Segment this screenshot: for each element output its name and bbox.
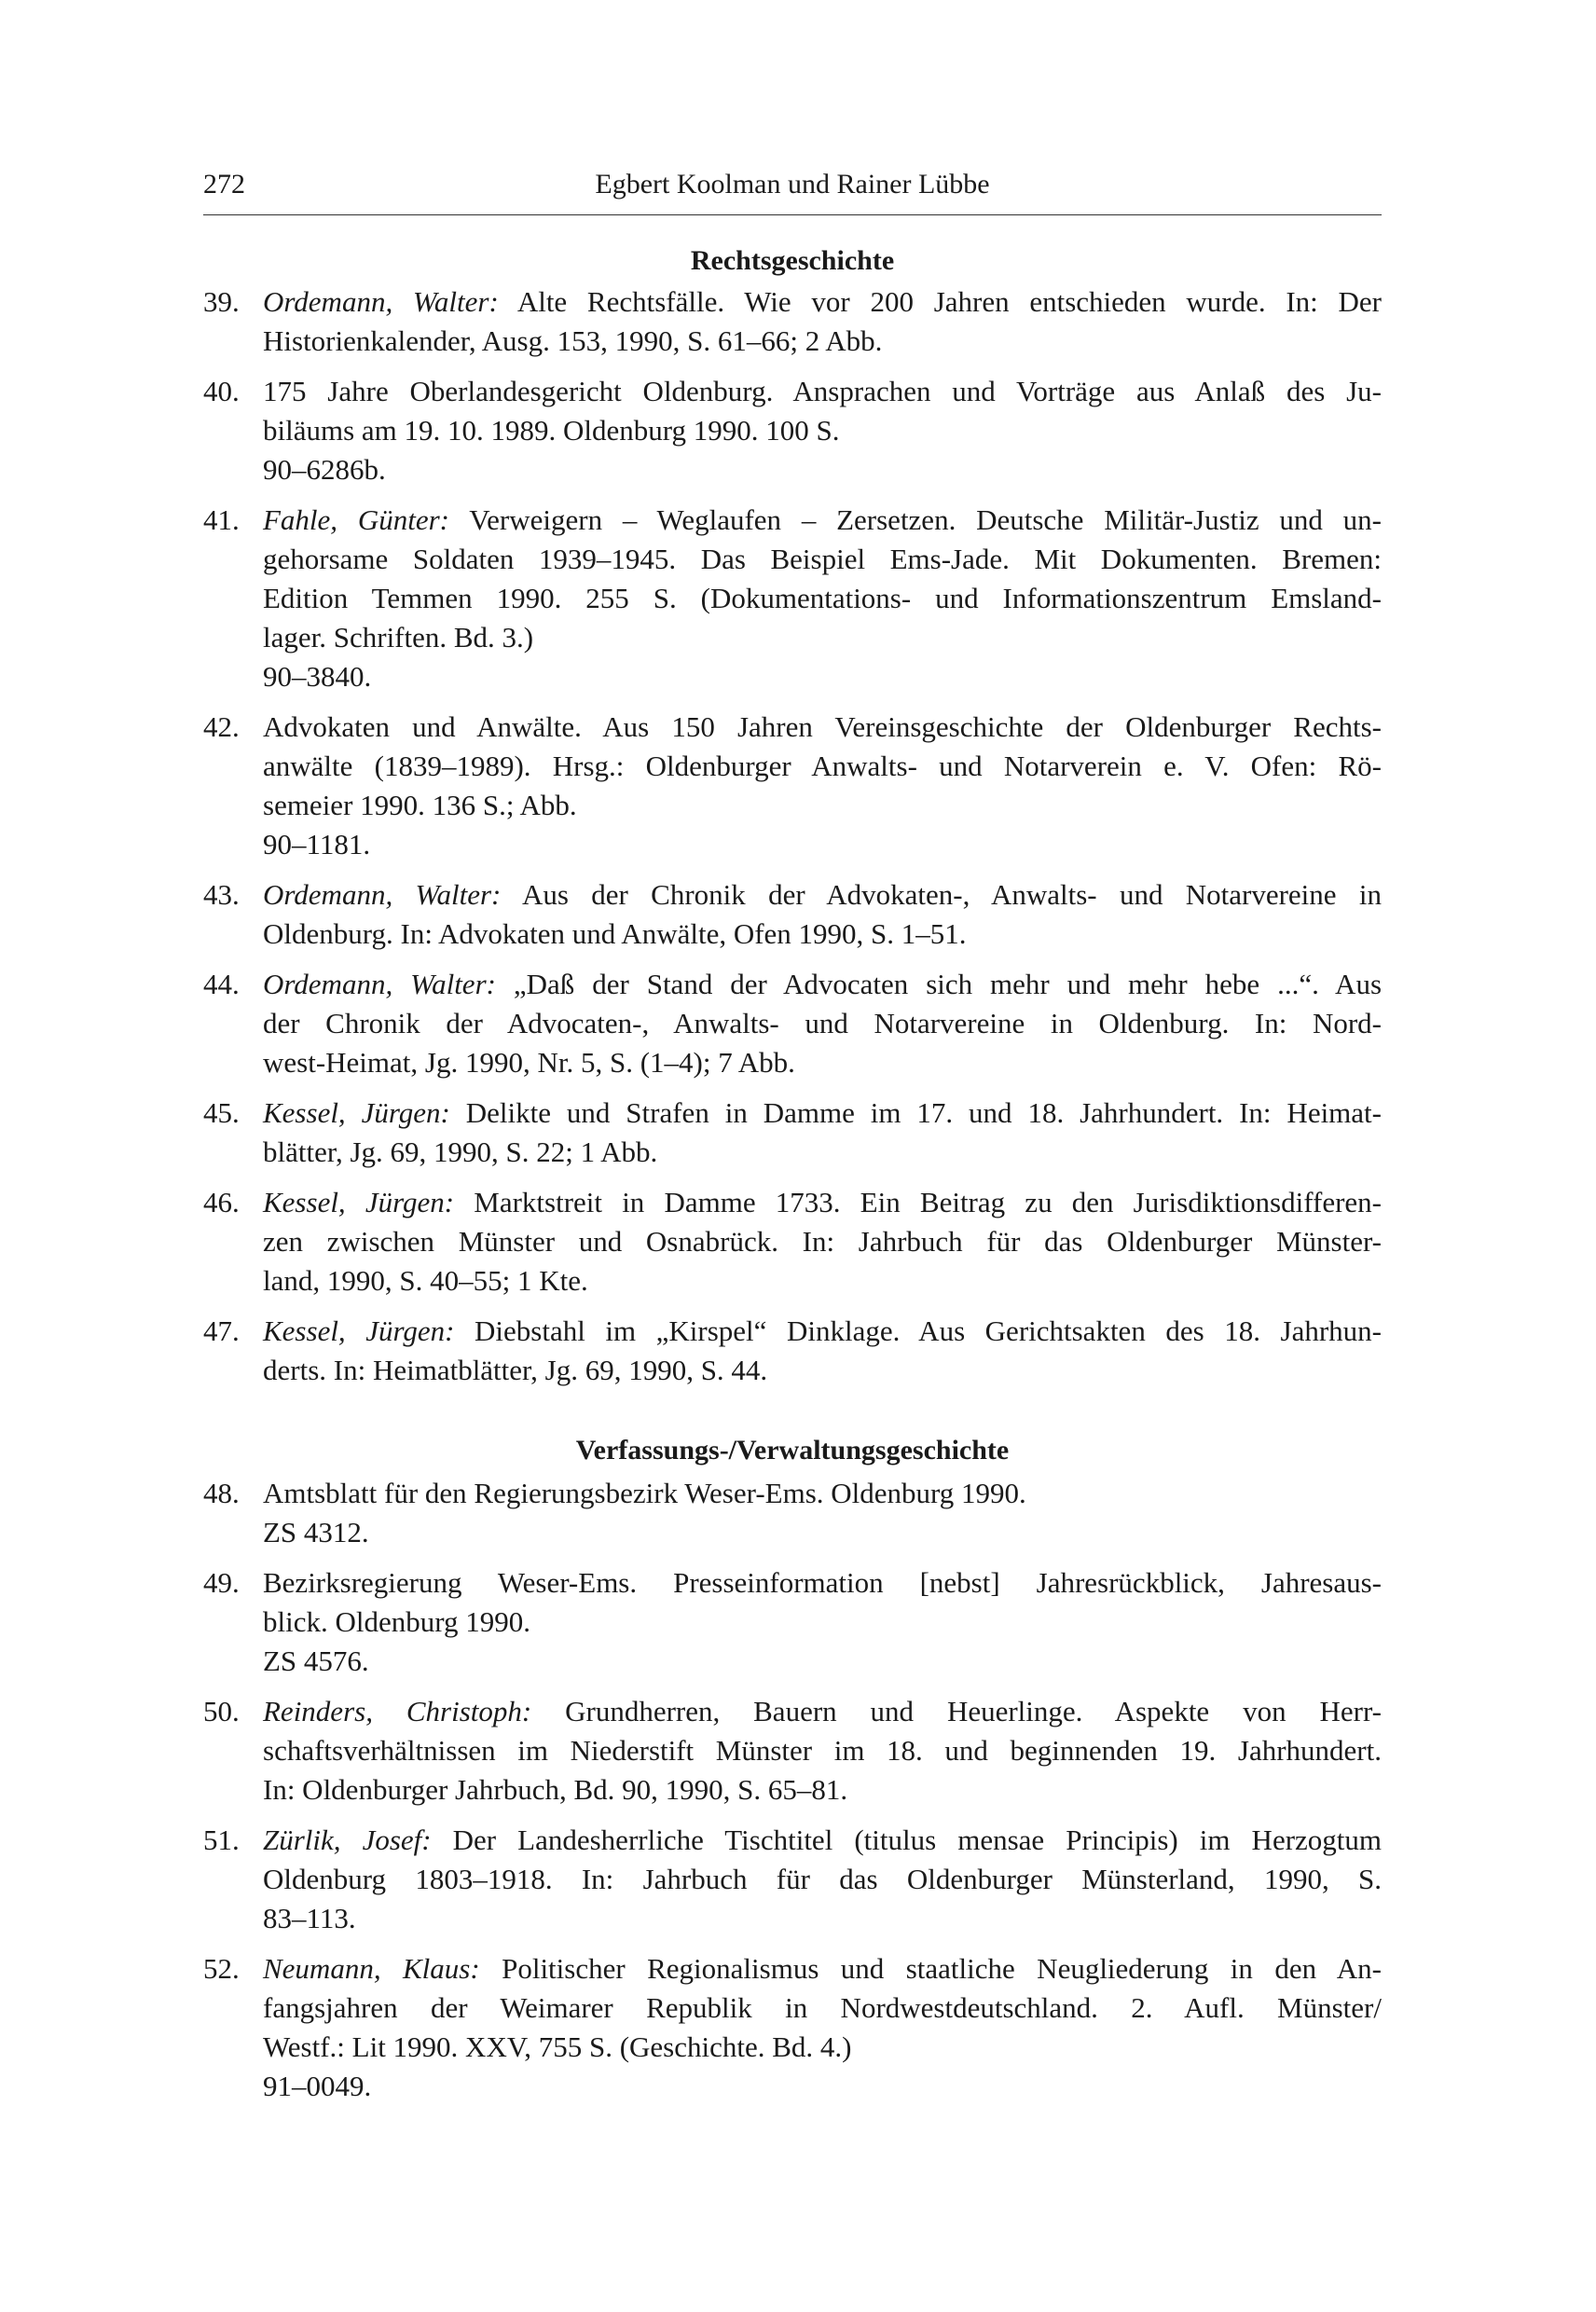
entry-author: Neumann, Klaus: bbox=[263, 1952, 480, 1985]
entry-line bbox=[263, 1043, 1382, 1082]
entry-line bbox=[263, 747, 1382, 786]
entry-text: Diebstahl im „Kirspel“ Dinklage. Aus Gerichtsakten des 18. Jahrhun- bbox=[475, 1314, 1382, 1347]
entry-line bbox=[263, 1094, 1382, 1133]
entry-line bbox=[263, 708, 1382, 747]
shelf-mark: 91–0049. bbox=[263, 2070, 372, 2102]
entry-text: Advokaten und Anwälte. Aus 150 Jahren Vereinsgeschichte der Oldenburger Rechts- bbox=[263, 710, 1382, 743]
entry-text: „Daß der Stand der Advocaten sich mehr und mehr hebe ...“. Aus bbox=[513, 968, 1383, 1000]
entry-line bbox=[263, 1004, 1382, 1043]
entry-number: 46. bbox=[203, 1186, 240, 1218]
entry-line bbox=[263, 1261, 1382, 1300]
entry-line bbox=[263, 1860, 1382, 1899]
entry-author: Fahle, Günter: bbox=[263, 503, 449, 536]
shelf-mark: ZS 4576. bbox=[263, 1645, 369, 1677]
entry-author: Reinders, Christoph: bbox=[263, 1695, 532, 1727]
entry-text: lager. Schriften. Bd. 3.) bbox=[263, 621, 534, 654]
entry-text: Politischer Regionalismus und staatliche Neugliederung in den An- bbox=[502, 1952, 1383, 1985]
entry-number: 48. bbox=[203, 1477, 240, 1509]
section-heading: Rechtsgeschichte bbox=[690, 245, 895, 276]
bibliography-entry bbox=[203, 875, 1382, 954]
entry-number: 41. bbox=[203, 503, 240, 536]
bibliography-entry bbox=[203, 1474, 1382, 1552]
bibliography-entry bbox=[203, 708, 1382, 864]
entry-text: blätter, Jg. 69, 1990, S. 22; 1 Abb. bbox=[263, 1135, 658, 1168]
entry-author: Ordemann, Walter: bbox=[263, 878, 502, 911]
entry-text: Oldenburg. In: Advokaten und Anwälte, Ofen 1990, S. 1–51. bbox=[263, 917, 967, 950]
bibliography-entry bbox=[203, 965, 1382, 1082]
entry-text: Oldenburg 1803–1918. In: Jahrbuch für das Oldenburger Münsterland, 1990, S. bbox=[263, 1863, 1382, 1895]
entry-line bbox=[263, 1949, 1382, 1989]
entry-line bbox=[263, 282, 1382, 322]
entry-number: 39. bbox=[203, 285, 240, 318]
entry-text: Westf.: Lit 1990. XXV, 755 S. (Geschichte. Bd. 4.) bbox=[263, 2030, 852, 2063]
entry-author: Kessel, Jürgen: bbox=[263, 1314, 455, 1347]
entry-text: schaftsverhältnissen im Niederstift Münster im 18. und beginnenden 19. Jahrhundert. bbox=[263, 1734, 1382, 1767]
entry-text: semeier 1990. 136 S.; Abb. bbox=[263, 789, 577, 821]
entry-text: land, 1990, S. 40–55; 1 Kte. bbox=[263, 1264, 588, 1297]
entry-line bbox=[263, 1692, 1382, 1731]
entry-line bbox=[263, 1731, 1382, 1770]
entry-number: 49. bbox=[203, 1566, 240, 1599]
bibliography-entry bbox=[203, 1094, 1382, 1172]
entry-line bbox=[263, 786, 1382, 825]
entry-text: Bezirksregierung Weser-Ems. Presseinformation [nebst] Jahresrückblick, Jahresaus- bbox=[263, 1566, 1382, 1599]
entry-number: 51. bbox=[203, 1823, 240, 1856]
entry-number: 45. bbox=[203, 1096, 240, 1129]
entry-line bbox=[263, 965, 1382, 1004]
entry-text: gehorsame Soldaten 1939–1945. Das Beispiel Ems-Jade. Mit Dokumenten. Bremen: bbox=[263, 543, 1382, 575]
entry-text: anwälte (1839–1989). Hrsg.: Oldenburger Anwalts- und Notarverein e. V. Ofen: Rö- bbox=[263, 750, 1382, 782]
shelf-mark: ZS 4312. bbox=[263, 1516, 369, 1548]
entry-text: Edition Temmen 1990. 255 S. (Dokumentations- und Informationszentrum Emsland- bbox=[263, 582, 1382, 614]
entry-text: Alte Rechtsfälle. Wie vor 200 Jahren entschieden wurde. In: Der bbox=[516, 285, 1382, 318]
bibliography-entry bbox=[203, 1821, 1382, 1938]
entry-line bbox=[263, 1770, 1382, 1810]
bibliography-entry bbox=[203, 1563, 1382, 1681]
bibliography-entry bbox=[203, 372, 1382, 489]
entry-number: 44. bbox=[203, 968, 240, 1000]
entry-author: Kessel, Jürgen: bbox=[263, 1186, 455, 1218]
entry-text: derts. In: Heimatblätter, Jg. 69, 1990, S. 44. bbox=[263, 1354, 768, 1386]
entry-line bbox=[263, 1351, 1382, 1390]
shelf-mark: 90–6286b. bbox=[263, 453, 386, 486]
shelf-mark: 90–3840. bbox=[263, 660, 372, 693]
entry-text: Historienkalender, Ausg. 153, 1990, S. 61–66; 2 Abb. bbox=[263, 324, 883, 357]
entry-number: 47. bbox=[203, 1314, 240, 1347]
entry-text: biläums am 19. 10. 1989. Oldenburg 1990. 100 S. bbox=[263, 414, 840, 447]
entry-line bbox=[263, 1989, 1382, 2028]
bibliography-entry bbox=[203, 501, 1382, 696]
entry-line bbox=[263, 1312, 1382, 1351]
entry-line bbox=[263, 540, 1382, 579]
entry-line bbox=[263, 1821, 1382, 1860]
entry-line bbox=[263, 915, 1382, 954]
section-heading: Verfassungs-/Verwaltungsgeschichte bbox=[575, 1435, 1010, 1466]
entry-line bbox=[263, 322, 1382, 361]
entry-text: 83–113. bbox=[263, 1902, 356, 1934]
entry-text: Grundherren, Bauern und Heuerlinge. Aspekte von Herr- bbox=[565, 1695, 1382, 1727]
entry-text: Aus der Chronik der Advokaten-, Anwalts- und Notarvereine in bbox=[521, 878, 1382, 911]
entry-number: 40. bbox=[203, 375, 240, 407]
entry-line bbox=[263, 1183, 1382, 1222]
bibliography-entry bbox=[203, 1949, 1382, 2106]
entry-text: west-Heimat, Jg. 1990, Nr. 5, S. (1–4); 7 Abb. bbox=[263, 1046, 795, 1079]
bibliography-entry bbox=[203, 1183, 1382, 1300]
entry-text: Der Landesherrliche Tischtitel (titulus mensae Principis) im Herzogtum bbox=[452, 1823, 1383, 1856]
entry-line bbox=[263, 2028, 1382, 2067]
bibliography-entry bbox=[203, 1312, 1382, 1390]
entry-number: 43. bbox=[203, 878, 240, 911]
entry-author: Zürlik, Josef: bbox=[263, 1823, 432, 1856]
shelf-mark: 90–1181. bbox=[263, 828, 371, 860]
entry-text: der Chronik der Advocaten-, Anwalts- und Notarvereine in Oldenburg. In: Nord- bbox=[263, 1007, 1382, 1039]
entry-text: fangsjahren der Weimarer Republik in Nordwestdeutschland. 2. Aufl. Münster/ bbox=[263, 1991, 1382, 2024]
page-number: 272 bbox=[203, 169, 245, 200]
entry-number: 50. bbox=[203, 1695, 240, 1727]
entry-line bbox=[263, 579, 1382, 618]
entry-author: Ordemann, Walter: bbox=[263, 968, 496, 1000]
entry-line bbox=[263, 411, 1382, 450]
entry-number: 42. bbox=[203, 710, 240, 743]
entry-line bbox=[263, 1563, 1382, 1603]
entry-text: Verweigern – Weglaufen – Zersetzen. Deutsche Militär-Justiz und un- bbox=[469, 503, 1382, 536]
entry-author: Ordemann, Walter: bbox=[263, 285, 499, 318]
bibliography-entry bbox=[203, 282, 1382, 361]
entry-text: 175 Jahre Oberlandesgericht Oldenburg. Ansprachen und Vorträge aus Anlaß des Ju- bbox=[263, 375, 1382, 407]
entry-text: blick. Oldenburg 1990. bbox=[263, 1605, 531, 1638]
entry-line bbox=[263, 1474, 1382, 1513]
entry-line bbox=[263, 1222, 1382, 1261]
bibliography bbox=[203, 241, 1382, 2106]
entry-line bbox=[263, 501, 1382, 540]
entry-number: 52. bbox=[203, 1952, 240, 1985]
entry-text: Marktstreit in Damme 1733. Ein Beitrag zu den Jurisdiktionsdifferen- bbox=[474, 1186, 1382, 1218]
entry-line bbox=[263, 372, 1382, 411]
entry-line bbox=[263, 1603, 1382, 1642]
entry-text: Amtsblatt für den Regierungsbezirk Weser-Ems. Oldenburg 1990. bbox=[263, 1477, 1026, 1509]
entry-text: Delikte und Strafen in Damme im 17. und 18. Jahrhundert. In: Heimat- bbox=[465, 1096, 1382, 1129]
entry-line bbox=[263, 1133, 1382, 1172]
entry-text: zen zwischen Münster und Osnabrück. In: Jahrbuch für das Oldenburger Münster- bbox=[263, 1225, 1382, 1258]
entry-text: In: Oldenburger Jahrbuch, Bd. 90, 1990, S. 65–81. bbox=[263, 1773, 848, 1806]
entry-line bbox=[263, 1899, 1382, 1938]
entry-author: Kessel, Jürgen: bbox=[263, 1096, 450, 1129]
bibliography-entry bbox=[203, 1692, 1382, 1810]
running-title: Egbert Koolman und Rainer Lübbe bbox=[595, 169, 990, 200]
header-rule bbox=[203, 214, 1382, 215]
entry-line bbox=[263, 875, 1382, 915]
running-head bbox=[203, 158, 1382, 211]
page bbox=[203, 158, 1382, 2117]
entry-line bbox=[263, 618, 1382, 657]
